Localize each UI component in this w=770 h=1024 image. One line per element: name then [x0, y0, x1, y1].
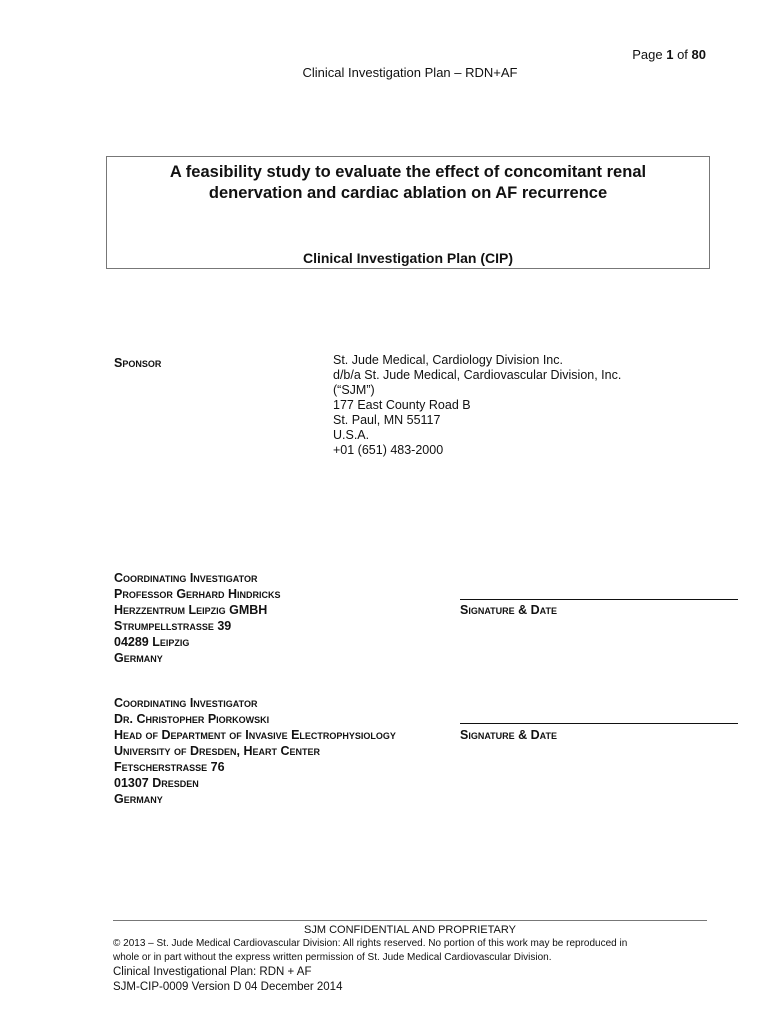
footer-divider — [113, 920, 707, 921]
sponsor-line: d/b/a St. Jude Medical, Cardiovascular Division, Inc. — [333, 368, 622, 382]
study-title-line-2: denervation and cardiac ablation on AF recurrence — [208, 184, 608, 202]
study-title-line-1: A feasibility study to evaluate the effect of concomitant renal — [169, 163, 647, 181]
copyright-line: whole or in part without the express written permission of St. Jude Medical Cardiovascular Division. — [113, 952, 552, 963]
document-id: SJM-CIP-0009 Version D 04 December 2014 — [113, 981, 343, 993]
total-pages: 80 — [691, 47, 706, 62]
investigator-line: 04289 Leipzig — [114, 635, 190, 649]
investigator-line: Head of Department of Invasive Electrophysiology — [114, 728, 396, 742]
investigator-line: Strumpellstrasse 39 — [114, 619, 232, 633]
copyright-notice — [113, 937, 713, 965]
signature-line-1[interactable] — [460, 599, 738, 600]
investigator-line: Coordinating Investigator — [114, 571, 258, 585]
sponsor-address — [333, 353, 621, 458]
footer-plan-info — [113, 965, 342, 995]
confidential-notice: SJM CONFIDENTIAL AND PROPRIETARY — [304, 924, 516, 936]
signature-date-label-1: Signature & Date — [460, 603, 558, 617]
sponsor-line: St. Jude Medical, Cardiology Division Inc. — [333, 353, 563, 367]
investigator-line: Germany — [114, 651, 163, 665]
sponsor-line: +01 (651) 483-2000 — [333, 443, 444, 457]
investigator-line: Professor Gerhard Hindricks — [114, 587, 281, 601]
sponsor-line: U.S.A. — [333, 428, 370, 442]
coordinating-investigator-2 — [114, 695, 396, 807]
page-number — [0, 47, 706, 62]
sponsor-line: 177 East County Road B — [333, 398, 471, 412]
sponsor-line: (“SJM”) — [333, 383, 375, 397]
sponsor-line: St. Paul, MN 55117 — [333, 413, 441, 427]
coordinating-investigator-1 — [114, 570, 281, 666]
sponsor-label: Sponsor — [114, 356, 162, 370]
title-box — [106, 156, 710, 269]
page-prefix: Page — [632, 47, 663, 62]
document-subtitle: Clinical Investigation Plan (CIP) — [302, 250, 514, 266]
investigator-line: Dr. Christopher Piorkowski — [114, 712, 270, 726]
plan-name: Clinical Investigational Plan: RDN + AF — [113, 966, 312, 978]
investigator-line: University of Dresden, Heart Center — [114, 744, 320, 758]
investigator-line: Germany — [114, 792, 163, 806]
investigator-line: Fetscherstrasse 76 — [114, 760, 225, 774]
copyright-line: © 2013 – St. Jude Medical Cardiovascular Division: All rights reserved. No portion of this work may be reproduced in — [113, 938, 628, 949]
investigator-line: 01307 Dresden — [114, 776, 199, 790]
document-header-title: Clinical Investigation Plan – RDN+AF — [302, 65, 518, 80]
investigator-line: Herzzentrum Leipzig GMBH — [114, 603, 268, 617]
signature-date-label-2: Signature & Date — [460, 728, 558, 742]
signature-line-2[interactable] — [460, 723, 738, 724]
page-of: of — [677, 47, 688, 62]
current-page: 1 — [666, 47, 674, 62]
investigator-line: Coordinating Investigator — [114, 696, 258, 710]
study-title — [107, 162, 709, 204]
